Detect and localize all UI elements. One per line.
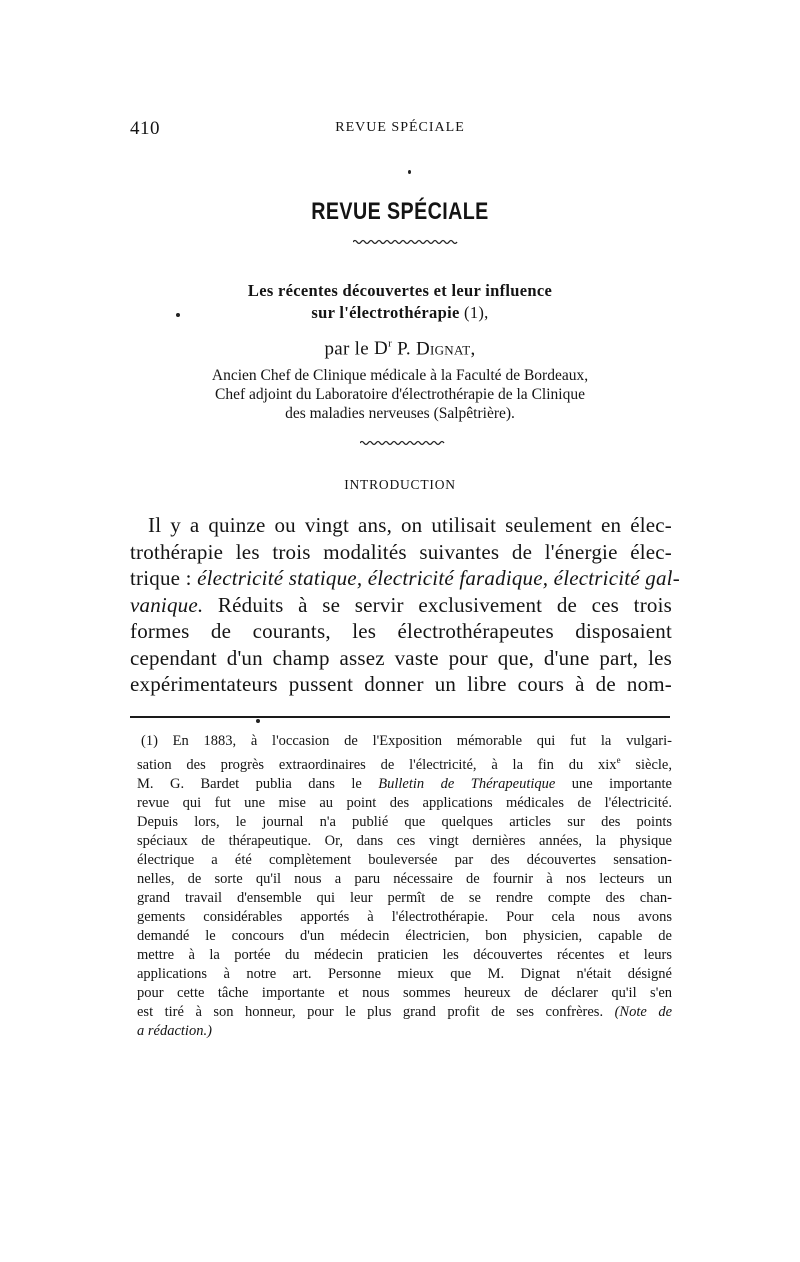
text-run: Réduits à se servir exclusivement de ces trois	[203, 592, 672, 617]
text-run: est tiré à son honneur, pour le plus grand profit de ses confrères.	[137, 1003, 615, 1020]
footnote-line	[137, 751, 672, 775]
text-run: grand travail d'ensemble qui leur permît de se rendre compte des chan-	[137, 889, 672, 906]
text-run: mettre à la portée du médecin praticien les découvertes récentes et leurs	[137, 946, 672, 963]
italic-text: vanique.	[130, 592, 204, 617]
print-speck	[176, 313, 180, 317]
body-line	[130, 592, 672, 619]
author-prefix: par le	[324, 338, 369, 360]
affiliation-line: Ancien Chef de Clinique médicale à la Faculté de Bordeaux,	[211, 367, 589, 384]
italic-text: a rédaction.)	[137, 1022, 212, 1039]
italic-text: électricité statique, électricité faradique, électricité gal-	[197, 566, 680, 590]
footnote-line	[137, 851, 672, 870]
article-title-text: sur l'électrothérapie	[311, 303, 460, 322]
footnote-line	[137, 908, 672, 927]
footnote-ref: (1),	[464, 303, 489, 322]
page-number: 410	[130, 118, 160, 139]
print-speck	[408, 170, 411, 174]
running-head	[130, 118, 670, 142]
article-title-line-1: Les récentes découvertes et leur influence	[247, 281, 553, 300]
footnote-line	[137, 965, 672, 984]
wavy-ornament	[353, 238, 459, 246]
author-name: P. Dignat,	[397, 338, 476, 360]
italic-text: Bulletin de Thérapeutique	[378, 775, 556, 792]
wavy-ornament	[360, 439, 446, 447]
text-run: sation des progrès extraordinaires de l'électricité, à la fin du xix	[137, 756, 617, 773]
body-line	[130, 671, 672, 698]
introduction-heading: INTRODUCTION	[344, 477, 456, 492]
footnote-line	[137, 794, 672, 813]
text-run: M. G. Bardet publia dans le	[137, 775, 379, 792]
body-line	[130, 618, 672, 645]
affiliation-line: Chef adjoint du Laboratoire d'électrothérapie de la Clinique	[215, 386, 585, 403]
text-run: Il y a quinze ou vingt ans, on utilisait seulement en élec-	[148, 513, 672, 537]
text-run: trothérapie les trois modalités suivantes de l'énergie élec-	[130, 539, 672, 564]
footnote-line	[137, 927, 672, 946]
text-run: gements considérables apportés à l'électrothérapie. Pour cela nous avons	[137, 908, 672, 925]
text-run: nelles, de sorte qu'il nous a paru nécessaire de fournir à nos lecteurs un	[137, 870, 672, 887]
text-run: une importante	[555, 775, 672, 792]
article-title	[130, 280, 670, 324]
footnote-line	[137, 870, 672, 889]
text-run: revue qui fut une mise au point des applications médicales de l'électricité.	[137, 794, 672, 811]
running-title: REVUE SPÉCIALE	[335, 120, 465, 135]
section-title: REVUE SPÉCIALE	[311, 198, 489, 225]
introduction-body	[130, 512, 680, 698]
footnote-line	[137, 946, 672, 965]
footnote	[137, 732, 672, 1041]
text-run: expérimentateurs pussent donner un libre cours à de nom-	[130, 672, 672, 696]
text-run: cependant d'un champ assez vaste pour que, d'une part, les	[130, 645, 672, 670]
body-line	[130, 512, 672, 539]
print-speck	[256, 719, 260, 723]
footnote-line	[137, 832, 672, 851]
author-affiliation	[130, 366, 670, 423]
footnote-line	[137, 984, 672, 1003]
text-run: applications à notre art. Personne mieux que M. Dignat n'était désigné	[137, 965, 672, 982]
affiliation-line: des maladies nerveuses (Salpêtrière).	[285, 405, 515, 422]
text-run: spéciaux de thérapeutique. Or, dans ces vingt dernières années, la physique	[137, 832, 672, 849]
text-run: électrique a été complètement bouleversée par des découvertes sensation-	[137, 851, 672, 868]
footnote-line	[137, 775, 672, 794]
text-run: pour cette tâche importante et nous sommes heureux de déclarer qu'il s'en	[137, 984, 672, 1001]
footnote-line	[137, 813, 672, 832]
author-line	[130, 338, 670, 360]
body-line	[130, 565, 680, 592]
footnote-rule	[130, 716, 670, 718]
text-run: siècle,	[620, 756, 672, 773]
footnote-line	[137, 1022, 672, 1041]
text-run: demandé le concours d'un médecin électricien, bon physicien, capable de	[137, 927, 672, 944]
italic-text: (Note de	[614, 1003, 673, 1020]
body-line	[130, 645, 672, 672]
text-run: Depuis lors, le journal n'a publié que quelques articles sur des points	[137, 813, 672, 830]
footnote-line	[137, 889, 672, 908]
footnote-line	[137, 732, 672, 751]
text-run: e	[616, 755, 621, 765]
body-line	[130, 539, 672, 566]
article-title-line-2	[130, 302, 670, 324]
author-title: $D^r$	[374, 338, 393, 360]
text-run: formes de courants, les électrothérapeutes disposaient	[130, 619, 672, 643]
text-run: (1) En 1883, à l'occasion de l'Exposition mémorable qui fut la vulgari-	[141, 733, 672, 749]
text-run: trique :	[130, 566, 198, 590]
footnote-line	[137, 1003, 672, 1022]
